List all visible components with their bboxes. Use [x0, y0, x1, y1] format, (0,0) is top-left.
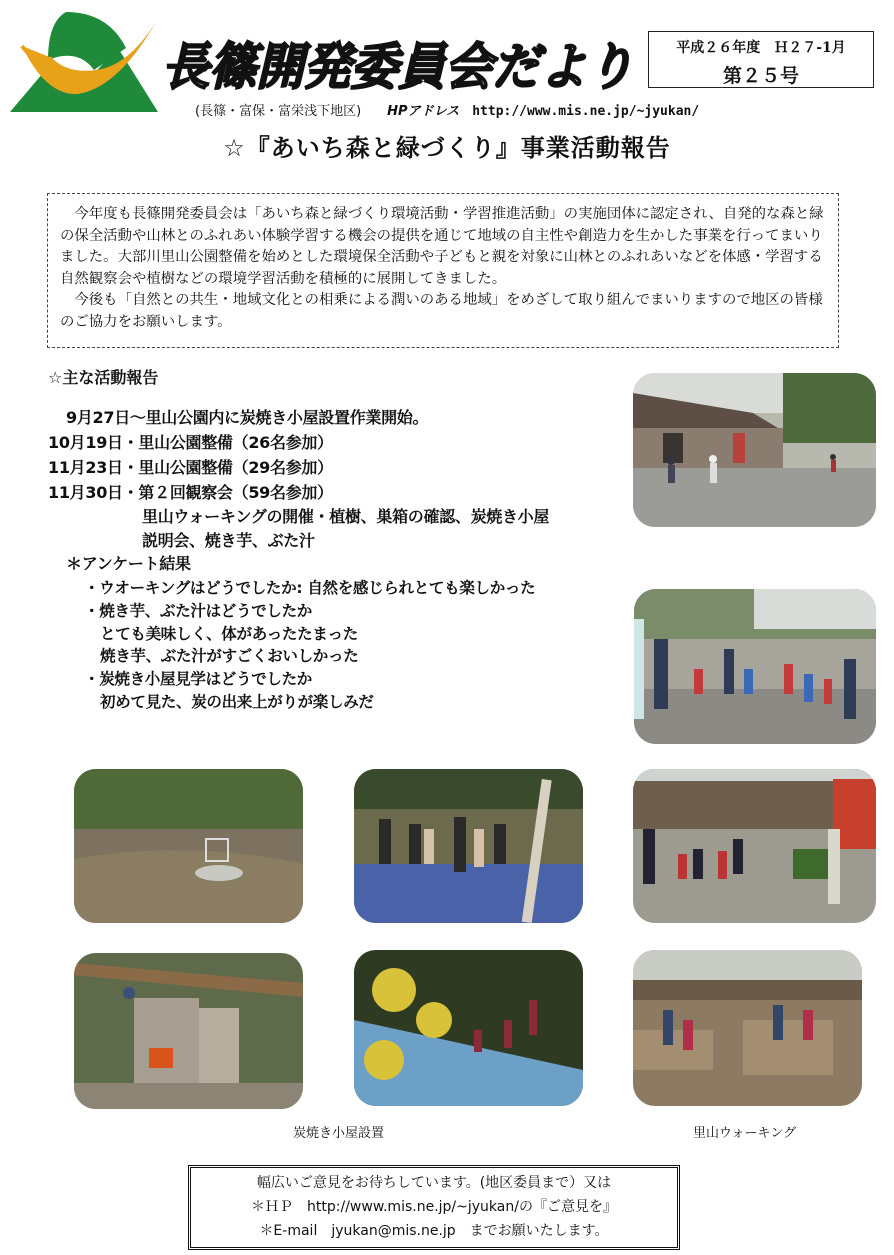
photo-charcoal-kiln: [74, 953, 303, 1109]
feedback-line-3: ＊E-mail jyukan@mis.ne.jp までお願いたします。: [259, 1223, 609, 1239]
feedback-box: [188, 1165, 680, 1250]
photo-gathering: [634, 589, 876, 744]
intro-paragraph-2: 今後も「自然との共生・地域文化との相乗による潤いのある地域」をめざして取り組んでまいりますので地区の皆様のご協力をお願いします。: [60, 292, 823, 330]
survey-line: 焼き芋、ぶた汁がすごくおいしかった: [100, 647, 359, 665]
report-line: 10月19日・里山公園整備（26名参加）: [48, 433, 333, 452]
intro-box: [47, 193, 839, 348]
report-line: 11月23日・里山公園整備（29名参加）: [48, 458, 333, 477]
report-heading: ☆主な活動報告: [48, 368, 159, 387]
report-line: 9月27日～里山公園内に炭焼き小屋設置作業開始。: [66, 408, 429, 427]
survey-line: 初めて見た、炭の出来上がりが楽しみだ: [100, 693, 374, 711]
masthead-text: 長篠開発委員会だより: [162, 38, 634, 96]
report-line: 説明会、焼き芋、ぶた汁: [142, 531, 315, 550]
hp-url-link[interactable]: http://www.mis.ne.jp/~jyukan/: [472, 104, 700, 119]
survey-heading: ＊アンケート結果: [66, 554, 191, 573]
photo-trees-tarp: [354, 950, 583, 1106]
masthead-title: [160, 28, 640, 98]
caption-kiln: 炭焼き小屋設置: [293, 1126, 385, 1141]
survey-line: ・焼き芋、ぶた汁はどうでしたか: [84, 602, 313, 620]
region-line: [195, 100, 699, 119]
photo-cleared-site: [74, 769, 303, 923]
survey-line: とても美味しく、体があったたまった: [100, 625, 358, 643]
photo-children-yard: [633, 769, 876, 923]
feedback-line-1: 幅広いご意見をお待ちしています。(地区委員まで）又は: [256, 1175, 612, 1191]
photo-park-building: [633, 373, 876, 527]
region-text: (長篠・富保・富栄浅下地区): [195, 104, 362, 119]
report-line: 11月30日・第２回観察会（59名参加）: [48, 483, 333, 502]
issue-number: 第２５号: [722, 65, 799, 87]
survey-line: ・炭焼き小屋見学はどうでしたか: [84, 670, 313, 688]
page-headline: ☆『あいち森と緑づくり』事業活動報告: [223, 134, 671, 162]
survey-line: ・ウオーキングはどうでしたか: 自然を感じられとても楽しかった: [84, 579, 536, 597]
caption-walking: 里山ウォーキング: [693, 1126, 797, 1141]
logo-emblem-icon: [8, 8, 160, 114]
issue-date: 平成２６年度 Ｈ２７-1月: [676, 40, 846, 56]
photo-group-slope: [354, 769, 583, 923]
intro-paragraph-1: 今年度も長篠開発委員会は「あいち森と緑づくり環境活動・学習推進活動」の実施団体に認定され、自発的な森と緑の保全活動や山林とのふれあい体験学習する機会の提供を通じて地域の自主性や創造力を生かした事業を行ってまいりました。大部川里山公園整備を始めとした環境保全活動や子どもと親を対象に山林とのふれあいなどを体感・学習する自然観察会や植樹などの環境学習活動を積極的に展開してきました。: [60, 206, 824, 287]
feedback-line-2: ＊ＨＰ http://www.mis.ne.jp/~jyukan/の『ご意見を』: [251, 1199, 617, 1215]
photo-picnic-tables: [633, 950, 862, 1106]
issue-box: [648, 31, 874, 88]
report-line: 里山ウォーキングの開催・植樹、巣箱の確認、炭焼き小屋: [142, 507, 550, 526]
hp-label: HPアドレス: [387, 104, 460, 119]
